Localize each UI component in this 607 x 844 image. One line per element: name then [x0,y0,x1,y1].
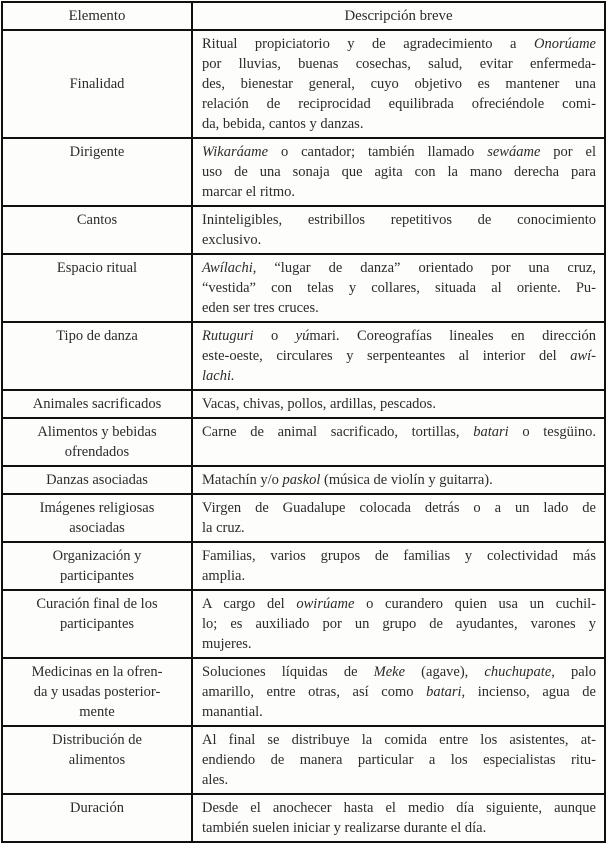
text-segment: amarillo, entre otras, así como [202,684,427,700]
description-line [202,298,596,318]
table-row [2,542,605,590]
element-line: Tipo de danza [56,328,138,344]
element-cell [2,494,192,542]
text-segment: lo; es auxiliado por un grupo de ayudantes, varones y [202,616,596,632]
element-line: alimentos [68,752,126,768]
description-cell [192,322,605,390]
header-elemento: Elemento [2,2,192,30]
italic-term: Awílachi [202,260,253,276]
description-line [202,346,596,366]
description-line [202,182,596,202]
table-row [2,138,605,206]
element-cell [2,254,192,322]
italic-term: lachi. [202,368,235,384]
text-segment: marcar el ritmo. [202,184,295,200]
element-line: Alimentos y bebidas [37,424,157,440]
text-segment: mari. Coreografías lineales en dirección [309,328,597,344]
header-row [2,2,605,30]
description-line [202,750,596,770]
table-row [2,726,605,794]
description-line [202,730,596,750]
table-row [2,254,605,322]
text-segment: (música de violín y guitarra). [320,472,493,488]
description-line [202,210,596,230]
element-cell [2,418,192,466]
table-row [2,658,605,726]
table-body [2,30,605,842]
text-segment: o cantador; también llamado [268,144,488,160]
description-line [202,422,596,442]
text-segment: Desde el anochecer hasta el medio día siguiente, aunque [202,800,596,816]
element-line: Distribución de [52,732,142,748]
description-line [202,518,596,538]
description-line [202,114,596,134]
text-segment: este-oeste, circulares y serpenteantes al interior del [202,348,571,364]
italic-term: batari [426,684,462,700]
description-cell [192,418,605,466]
text-segment: uso de una sonaja que agita con la mano derecha para [202,164,596,180]
text-segment: Familias, varios grupos de familias y colectividad más [202,548,596,564]
element-line: Medicinas en la ofren- [31,664,163,680]
text-segment: Ininteligibles, estribillos repetitivos de conocimiento [202,212,596,228]
description-line [202,258,596,278]
italic-term: Onorúame [533,36,596,52]
description-cell [192,254,605,322]
element-cell [2,542,192,590]
element-cell [2,390,192,418]
element-line: Animales sacrificados [32,396,162,412]
table-row [2,590,605,658]
text-segment: por lluvias, buenas cosechas, salud, evitar enfermeda- [202,56,596,72]
text-segment: endiendo de manera particular a los especialistas ritu- [202,752,596,768]
element-line: asociadas [69,520,125,536]
text-segment: o curandero quien usa un cuchil- [354,596,597,612]
header-descripcion-breve: Descripción breve [192,2,605,30]
description-line [202,366,596,386]
description-cell [192,466,605,494]
text-segment: por el [540,144,597,160]
description-line [202,546,596,566]
element-line: Espacio ritual [56,260,138,276]
element-cell [2,322,192,390]
element-cell [2,658,192,726]
text-segment: des, bienestar general, cuyo objetivo es mantener una [202,76,596,92]
italic-term: batari [473,424,509,440]
description-line [202,498,596,518]
text-segment: “vestida” con telas y collares, situada al oriente. Pu- [202,280,596,296]
text-segment: Ritual propiciatorio y de agradecimiento a [202,36,534,52]
text-segment: Carne de animal sacrificado, tortillas, [202,424,474,440]
description-line [202,54,596,74]
italic-term: chuchupate [484,664,552,680]
description-cell [192,794,605,842]
text-segment: también suelen iniciar y realizarse durante el día. [202,820,487,836]
element-line: Organización y [52,548,142,564]
text-segment: la cruz. [202,520,245,536]
element-line: participantes [59,616,135,632]
text-segment: manantial. [202,704,263,720]
text-segment: mujeres. [202,636,252,652]
text-segment: (agave), [405,664,485,680]
text-segment: Virgen de Guadalupe colocada detrás o a un lado de [202,500,596,516]
table-header [2,2,605,30]
table-row [2,794,605,842]
text-segment: Al final se distribuye la comida entre los asistentes, at- [202,732,596,748]
italic-term: sewáame [487,144,541,160]
text-segment: Vacas, chivas, pollos, ardillas, pescados. [202,396,436,412]
element-line: Danzas asociadas [46,472,148,488]
element-cell [2,590,192,658]
element-cell [2,30,192,138]
italic-term: paskol [282,472,321,488]
italic-term: Wikaráame [202,144,269,160]
text-segment: da, bebida, cantos y danzas. [202,116,364,132]
description-line [202,818,596,838]
text-segment: , incienso, agua de [461,684,596,700]
text-segment: ales. [202,772,229,788]
description-line [202,34,596,54]
description-line [202,682,596,702]
description-line [202,798,596,818]
description-line [202,614,596,634]
text-segment: o [253,328,296,344]
description-line [202,634,596,654]
text-segment: A cargo del [202,596,297,612]
description-line [202,662,596,682]
element-line: Imágenes religiosas [39,500,155,516]
table-row [2,418,605,466]
element-line: Duración [70,800,124,816]
text-segment: relación de reciprocidad equilibrada ofreciéndole comi- [202,96,596,112]
italic-term: Meke [373,664,406,680]
text-segment: Matachín y/o [202,472,283,488]
italic-term: owirúame [296,596,355,612]
description-line [202,770,596,790]
ritual-elements-table [1,1,606,843]
description-cell [192,590,605,658]
table-row [2,494,605,542]
text-segment: Soluciones líquidas de [202,664,374,680]
italic-term: Rutuguri [202,328,254,344]
element-line: ofrendados [64,444,130,460]
text-segment: o tesgüino. [508,424,596,440]
element-line: mente [79,704,115,720]
element-line: da y usadas posterior- [33,684,161,700]
element-line: Curación final de los [36,596,158,612]
description-cell [192,726,605,794]
description-line [202,278,596,298]
element-line: Cantos [76,212,118,228]
text-segment: , palo [551,664,596,680]
table-row [2,390,605,418]
description-cell [192,494,605,542]
description-cell [192,390,605,418]
description-line [202,702,596,722]
element-line: participantes [59,568,135,584]
description-line [202,94,596,114]
text-segment: amplia. [202,568,246,584]
description-line [202,230,596,250]
description-cell [192,658,605,726]
element-line: Dirigente [69,144,125,160]
description-line [202,326,596,346]
table-row [2,466,605,494]
description-line [202,162,596,182]
description-cell [192,138,605,206]
element-line: Finalidad [69,76,125,92]
description-line [202,74,596,94]
table-row [2,30,605,138]
description-line [202,594,596,614]
text-segment: exclusivo. [202,232,262,248]
description-line [202,470,596,490]
element-cell [2,206,192,254]
text-segment: , “lugar de danza” orientado por una cruz, [252,260,596,276]
table-row [2,322,605,390]
element-cell [2,794,192,842]
description-line [202,394,596,414]
description-line [202,566,596,586]
description-cell [192,206,605,254]
description-cell [192,30,605,138]
description-cell [192,542,605,590]
description-line [202,142,596,162]
text-segment: eden ser tres cruces. [202,300,319,316]
italic-term: awí- [570,348,596,364]
element-cell [2,726,192,794]
element-cell [2,138,192,206]
table-row [2,206,605,254]
italic-term: yú [295,328,310,344]
element-cell [2,466,192,494]
